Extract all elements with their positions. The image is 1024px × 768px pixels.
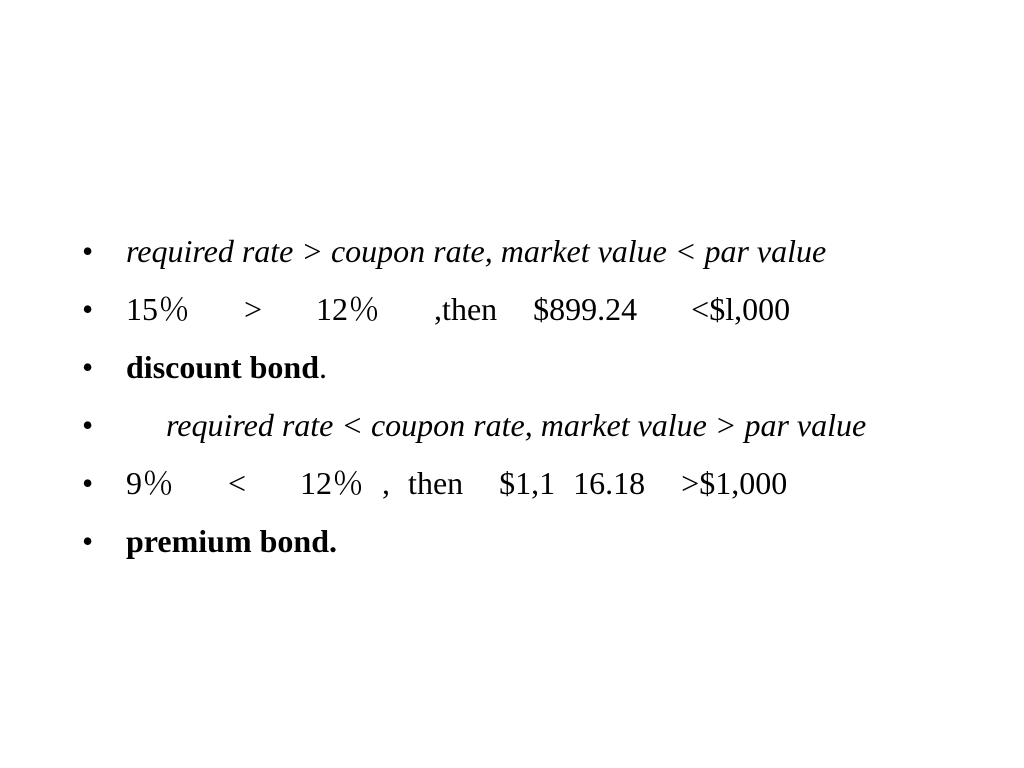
bullet-text: required rate > coupon rate, market value < par value <box>126 233 827 269</box>
bullet-dot: • <box>82 349 94 385</box>
bullet-item-discount-example <box>82 286 942 333</box>
discount-bond-suffix: . <box>318 349 327 385</box>
bullet-item-required-rate-greater <box>82 228 942 275</box>
bullet-item-discount-bond <box>82 344 942 391</box>
bullet-item-required-rate-less <box>82 402 942 449</box>
bullet-list <box>82 228 942 576</box>
bullet-dot: • <box>82 407 94 443</box>
discount-bond-term: discount bond <box>126 349 319 385</box>
bullet-text: 9％ < 12％ , then $1,1 16.18 >$1,000 <box>126 465 788 501</box>
bullet-text: 15％ > 12％ ,then $899.24 <$l,000 <box>126 291 791 327</box>
premium-bond-term: premium bond. <box>126 523 338 559</box>
bullet-dot: • <box>82 523 94 559</box>
bullet-item-premium-bond <box>82 518 942 565</box>
bullet-item-premium-example <box>82 460 942 507</box>
bullet-dot: • <box>82 465 94 501</box>
bullet-text: required rate < coupon rate, market value > par value <box>166 407 867 443</box>
bullet-dot: • <box>82 233 94 269</box>
bullet-dot: • <box>82 291 94 327</box>
